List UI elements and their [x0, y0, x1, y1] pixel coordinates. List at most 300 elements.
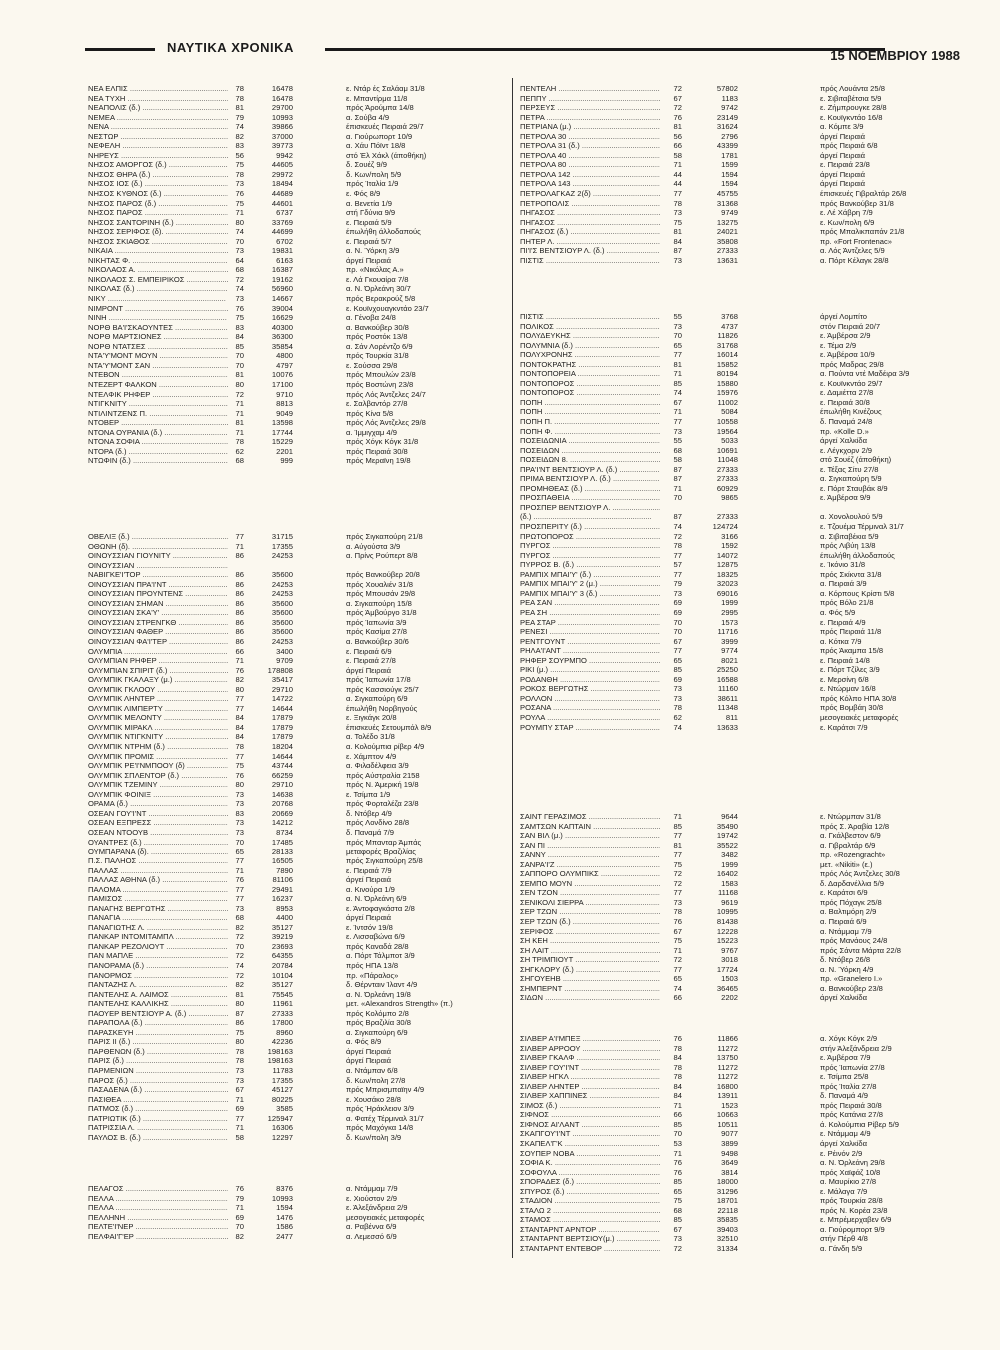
- ship-row: [520, 1206, 965, 1216]
- ship-name: ΝΙΚΟΛΑΟΣ Α. .....: [88, 265, 228, 275]
- tonnage: 13750: [716, 1053, 738, 1063]
- ship-name: ΠΑΟΥΕΡ ΒΕΝΤΣΙΟΥΡ Α. (δ.) .....: [88, 1009, 228, 1019]
- ship-position: στόν Πειραιά 20/7: [820, 321, 881, 331]
- ship-position: α. Ν. Ύόρκη 4/9: [820, 964, 874, 974]
- ship-name: ΣΕΝΙΚΟΛΙ ΣΙΕΡΡΑ .....: [520, 898, 660, 908]
- ship-row: [520, 703, 965, 713]
- ship-name: ΝΙΚΑΙΑ .....: [88, 246, 228, 256]
- ship-name: ΠΕΤΡΟΛΑ 31 (δ.) .....: [520, 141, 660, 151]
- ship-position: ε. Τσίμπα 25/8: [820, 1072, 869, 1082]
- ship-position: α. Κόρπους Κρίστι 5/8: [820, 588, 895, 598]
- ship-position: ε. Πειραιά 5/9: [346, 217, 392, 227]
- ship-name: ΠΕΤΡΟΛΑ 142 .....: [520, 170, 660, 180]
- ship-row: [520, 113, 965, 123]
- ship-row: [520, 1234, 965, 1244]
- ship-name: ΠΑΝΑΓΙΑ .....: [88, 913, 228, 923]
- ship-position: ε. Ντάμμαμ 4/9: [820, 1129, 871, 1139]
- tonnage: 6163: [276, 255, 293, 265]
- ship-name: ΝΕΑ ΤΥΧΗ .....: [88, 94, 228, 104]
- ship-row: [88, 370, 483, 380]
- ship-row: [88, 342, 483, 352]
- ship-position: στήν Άλεξάνδρεια 2/9: [820, 1043, 892, 1053]
- ship-row: [520, 646, 965, 656]
- ship-row: [88, 84, 483, 94]
- ship-row: [88, 189, 483, 199]
- tonnage: 16387: [271, 265, 293, 275]
- ship-row: [520, 341, 965, 351]
- build-year: 77: [235, 532, 244, 541]
- ship-name: ΠΟΝΤΟΠΟΡΟΣ .....: [520, 388, 660, 398]
- ship-name: ΝΕΝΑ .....: [88, 122, 228, 132]
- ship-position: α. Ν. Όρλεάνη 29/8: [820, 1158, 885, 1168]
- build-year: 86: [235, 617, 244, 627]
- page-header: [85, 40, 970, 64]
- ship-row: [88, 599, 483, 609]
- ship-list-section: [88, 84, 483, 466]
- tonnage: 198163: [267, 1046, 293, 1056]
- ship-position: α. Γένοβα 24/8: [346, 313, 396, 323]
- build-year: 62: [235, 446, 244, 456]
- ship-row: [88, 675, 483, 685]
- tonnage: 27333: [716, 246, 738, 256]
- ship-name: ΟΛΥΜΠΙΚ ΣΠΛΕΝΤΟΡ (δ.) .....: [88, 771, 228, 781]
- ship-row: [520, 122, 965, 132]
- build-year: 77: [235, 703, 244, 713]
- ship-row: [520, 723, 965, 733]
- tonnage: 81106: [272, 875, 293, 885]
- tonnage: 14667: [271, 294, 293, 304]
- ship-name: ΝΤΟΡΑ (δ.) .....: [88, 447, 228, 457]
- tonnage: 43744: [271, 761, 293, 771]
- tonnage: 17355: [271, 1075, 293, 1085]
- ship-position: πρός Κατάνια 27/8: [820, 1110, 883, 1120]
- build-year: 76: [673, 112, 682, 122]
- ship-name: ΣΠΥΡΟΣ (δ.) .....: [520, 1187, 660, 1197]
- ship-row: [520, 993, 965, 1003]
- ship-position: πρός Πειραιά 30/8: [346, 446, 408, 456]
- tonnage: 35854: [271, 341, 293, 351]
- ship-row: [88, 713, 483, 723]
- build-year: 73: [235, 246, 244, 256]
- build-year: 74: [235, 961, 244, 971]
- tonnage: 23149: [716, 112, 738, 122]
- ship-row: [520, 1158, 965, 1168]
- build-year: 67: [673, 397, 682, 407]
- tonnage: 11168: [718, 888, 738, 898]
- ship-position: πρ. «Rozengracht»: [820, 850, 886, 860]
- ship-row: [520, 656, 965, 666]
- build-year: 75: [235, 160, 244, 170]
- ship-position: δ. Ντόβερ 26/8: [820, 955, 871, 965]
- build-year: 72: [235, 970, 244, 980]
- tonnage: 10104: [271, 970, 293, 980]
- build-year: 77: [235, 856, 244, 865]
- tonnage: 10993: [271, 1193, 293, 1203]
- tonnage: 14644: [271, 751, 293, 761]
- ship-row: [520, 218, 965, 228]
- ship-position: ε. Καράτσι 6/9: [820, 888, 868, 898]
- ship-position: πρός Άκαμπα 15/8: [820, 646, 884, 656]
- build-year: 82: [235, 1231, 244, 1241]
- ship-row: [88, 151, 483, 161]
- build-year: 84: [235, 713, 244, 723]
- ship-name: ΟΛΥΜΠΙΚ ΓΚΑΛΑΞΥ (μ.) .....: [88, 675, 228, 685]
- build-year: 81: [235, 418, 244, 428]
- tonnage: 1594: [721, 169, 738, 179]
- ship-position: πρός Λός Άντζελες 29/8: [346, 418, 426, 428]
- ship-name: ΟΛΥΜΠΙΚ ΜΕΛΟΝΤΥ .....: [88, 713, 228, 723]
- ship-position: ε. Άλεξάνδρεια 2/9: [346, 1203, 408, 1213]
- ship-position: α. Σούβα 4/9: [346, 112, 390, 122]
- tonnage: 12297: [271, 1132, 293, 1142]
- build-year: 67: [673, 93, 682, 103]
- tonnage: 11826: [717, 331, 738, 341]
- ship-row: [520, 151, 965, 161]
- build-year: 83: [235, 141, 244, 151]
- ship-row: [88, 790, 483, 800]
- ship-row: [520, 360, 965, 370]
- tonnage: 9767: [721, 945, 738, 955]
- tonnage: 20768: [271, 799, 293, 809]
- ship-position: άργεί Πειραιά: [346, 1056, 392, 1066]
- ship-position: πρός Κόλπο ΗΠΑ 30/8: [820, 693, 897, 703]
- ship-position: πρός Λονδίνο 28/8: [346, 818, 410, 828]
- ship-name: ΟΛΥΜΠΙΚ ΛΙΜΠΕΡΤΥ .....: [88, 704, 228, 714]
- ship-position: πρός Σάντα Μάρτα 22/8: [820, 945, 901, 955]
- header-rule-left: [85, 48, 155, 51]
- ship-row: [520, 170, 965, 180]
- ship-position: ε. Άμβέρσα 10/9: [820, 350, 875, 360]
- ship-name: ΠΑΡΘΕΝΩΝ (δ.) .....: [88, 1047, 228, 1057]
- build-year: 73: [235, 294, 244, 304]
- ship-name: ΠΕΤΡΟΛΑ 80 .....: [520, 160, 660, 170]
- ship-position: μετ. «Alexandros Strength» (π.): [346, 999, 453, 1009]
- tonnage: 44689: [271, 189, 293, 199]
- ship-position: πρός Βοστώνη 23/8: [346, 379, 414, 389]
- ship-position: ε. Κουϊγκντάο 16/8: [820, 112, 883, 122]
- ship-name: ΠΑΣΑΔΕΝΑ (δ.) .....: [88, 1085, 228, 1095]
- ship-position: ε. Κων/πολη 6/9: [820, 217, 875, 227]
- ship-name: ΠΟΣΕΙΔΩΝΙΑ .....: [520, 436, 660, 446]
- ship-row: [520, 831, 965, 841]
- build-year: 72: [673, 84, 682, 93]
- ship-position: πρός Ίταλία 1/9: [346, 179, 399, 189]
- build-year: 76: [673, 1158, 682, 1168]
- ship-position: πρός Κίνα 5/8: [346, 408, 394, 418]
- ship-row: [88, 1095, 483, 1105]
- ship-name: ΟΙΝΟΥΣΣΙΑΝ ΣΗΜΑΝ .....: [88, 599, 228, 609]
- tonnage: 36300: [271, 332, 293, 342]
- tonnage: 16014: [716, 350, 738, 360]
- ship-position: μετ. «Nikiti» (ε.): [820, 859, 873, 869]
- build-year: 74: [673, 722, 682, 732]
- ship-position: έπισκευές Γιβραλτάρ 26/8: [820, 189, 907, 199]
- ship-row: [520, 208, 965, 218]
- ship-name: ΣΟΦΟΥΛΑ .....: [520, 1168, 660, 1178]
- ship-position: δ. Δαρδανέλλια 5/9: [820, 878, 884, 888]
- build-year: 81: [673, 840, 682, 850]
- tonnage: 56960: [271, 284, 293, 294]
- ship-name: ΠΕΤΡΟΛΑ 30 .....: [520, 132, 660, 142]
- build-year: 58: [673, 455, 682, 465]
- ship-row: [520, 512, 965, 522]
- ship-name: ΟΙΝΟΥΣΣΙΑΝ ΣΚΑ'Υ' .....: [88, 608, 228, 618]
- ship-name: ΣΙΛΒΕΡ ΑΡΡΟΟΥ .....: [520, 1044, 660, 1054]
- ship-name: ΟΣΕΑΝ ΝΤΟΟΥΒ .....: [88, 828, 228, 838]
- ship-position: ε. Καράτσι 7/9: [820, 722, 868, 732]
- ship-list-section: [520, 312, 965, 732]
- ship-row: [88, 618, 483, 628]
- build-year: 76: [235, 875, 244, 885]
- tonnage: 14638: [271, 789, 293, 799]
- ship-row: [88, 761, 483, 771]
- build-year: 72: [673, 955, 682, 965]
- ship-row: [88, 828, 483, 838]
- issue-date: 15 ΝΟΕΜΒΡΙΟΥ 1988: [830, 48, 960, 63]
- ship-row: [520, 446, 965, 456]
- build-year: 73: [235, 799, 244, 809]
- build-year: 68: [235, 913, 244, 923]
- ship-name: ΟΙΝΟΥΣΣΙΑΝ ΠΡΑ'Ι'ΝΤ .....: [88, 580, 228, 590]
- ship-row: [520, 369, 965, 379]
- ship-name: ΠΕΤΡΟΛΑ 143 .....: [520, 179, 660, 189]
- ship-name: ΠΕΡΣΕΥΣ .....: [520, 103, 660, 113]
- ship-position: α. Πούντα ντέ Μαδέιρα 3/9: [820, 369, 910, 379]
- ship-name: ΣΙΛΒΕΡ Α'Ι'ΜΠΕΞ .....: [520, 1034, 660, 1044]
- tonnage: 24253: [271, 579, 293, 589]
- ship-name: ΟΛΥΜΠΙΚ ΜΙΡΑΚΛ .....: [88, 723, 228, 733]
- ship-position: πρός Ν. Κορέα 23/8: [820, 1205, 888, 1215]
- build-year: 82: [235, 675, 244, 685]
- tonnage: 11348: [717, 703, 738, 713]
- tonnage: 8734: [276, 827, 293, 837]
- build-year: 76: [235, 770, 244, 780]
- ship-position: πρός Ν. Άμερική 19/8: [346, 780, 419, 790]
- ship-name: ΣΙΛΒΕΡ ΛΗΝΤΕΡ .....: [520, 1082, 660, 1092]
- build-year: 69: [235, 1104, 244, 1114]
- ship-row: [88, 875, 483, 885]
- ship-row: [520, 1244, 965, 1254]
- build-year: 78: [235, 1046, 244, 1056]
- ship-position: α. Φός 5/9: [820, 607, 856, 617]
- ship-row: [520, 256, 965, 266]
- tonnage: 9619: [721, 897, 738, 907]
- ship-position: δ. Ντόβερ 4/9: [346, 808, 392, 818]
- ship-name: ΠΟΛΥΜΝΙΑ (δ.) .....: [520, 341, 660, 351]
- tonnage: 15852: [716, 359, 738, 369]
- tonnage: 5033: [721, 436, 738, 446]
- ship-position: α. Κινούρα 1/9: [346, 884, 395, 894]
- ship-position: ε. Ξιγκάγκ 20/8: [346, 713, 397, 723]
- build-year: 85: [673, 378, 682, 388]
- ship-position: άργεί Χαλκίδα: [820, 1139, 868, 1149]
- ship-position: πρός Βερακρούζ 5/8: [346, 294, 416, 304]
- tonnage: 38611: [717, 693, 738, 703]
- tonnage: 12228: [716, 926, 738, 936]
- ship-row: [88, 990, 483, 1000]
- ship-name: ΠΕΤΡΟΛΑΓΚΑΖ 2(δ) .....: [520, 189, 660, 199]
- ship-row: [520, 869, 965, 879]
- build-year: 81: [235, 103, 244, 113]
- ship-row: [88, 608, 483, 618]
- tonnage: 31624: [716, 122, 738, 132]
- ship-row: [88, 313, 483, 323]
- ship-name: ΠΑΛΛΑΣ ΑΘΗΝΑ (δ.) .....: [88, 875, 228, 885]
- ship-position: άργεί Πειραιά: [346, 255, 392, 265]
- ship-row: [88, 780, 483, 790]
- ship-position: άργεί Πειραιά: [346, 665, 392, 675]
- ship-name: ΝΤΩΦΙΝ (δ.) .....: [88, 456, 228, 466]
- tonnage: 9049: [276, 408, 293, 418]
- ship-name: ΠΙΣΤΙΣ .....: [520, 256, 660, 266]
- ship-row: [88, 932, 483, 942]
- ship-row: [520, 637, 965, 647]
- ship-row: [88, 742, 483, 752]
- ship-name: ΠΑΛΛΑΣ .....: [88, 866, 228, 876]
- ship-row: [88, 294, 483, 304]
- ship-position: α. Ν. Όρλεάνη 30/7: [346, 284, 411, 294]
- build-year: 67: [673, 636, 682, 646]
- ship-position: πρ. «Fort Frontenac»: [820, 236, 893, 246]
- tonnage: 16588: [716, 674, 738, 684]
- ship-row: [520, 551, 965, 561]
- build-year: 70: [673, 331, 682, 341]
- build-year: 72: [673, 531, 682, 541]
- build-year: 68: [673, 445, 682, 455]
- build-year: 84: [673, 1081, 682, 1091]
- tonnage: 1573: [721, 617, 738, 627]
- ship-name: ΝΤΑ'Υ'ΜΟΝΤ ΣΑΝ .....: [88, 361, 228, 371]
- build-year: 84: [235, 732, 244, 742]
- ship-name: ΣΙΛΒΕΡ ΧΑΠΠΙΝΕΣ .....: [520, 1091, 660, 1101]
- tonnage: 1999: [721, 598, 738, 608]
- ship-position: πρ. «Granelero I.»: [820, 974, 883, 984]
- build-year: 76: [235, 1184, 244, 1193]
- ship-name: ΠΕΛΛΗΝΗ .....: [88, 1213, 228, 1223]
- ship-row: [520, 1044, 965, 1054]
- ship-name: ΠΑΝΟΡΜΟΣ .....: [88, 971, 228, 981]
- tonnage: 9644: [721, 812, 738, 821]
- ship-name: ΠΕΤΡΟΠΟΛΙΣ .....: [520, 199, 660, 209]
- ship-position: α. Βανκούβερ 30/6: [346, 637, 409, 647]
- ship-position: α. Βαλτιμόρη 2/9: [820, 907, 877, 917]
- ship-name: ΠΙΣΤΙΣ .....: [520, 312, 660, 322]
- ship-row: [520, 417, 965, 427]
- ship-position: α. Σιγκαπούρη 6/9: [346, 694, 408, 704]
- tonnage: 3018: [721, 955, 738, 965]
- ship-row: [88, 103, 483, 113]
- ship-position: ε. Άμβέρσα 9/9: [820, 493, 871, 503]
- ship-position: πρός Ήράκλειον 3/9: [346, 1104, 414, 1114]
- build-year: 72: [673, 103, 682, 113]
- ship-row: [520, 1120, 965, 1130]
- tonnage: 14644: [271, 703, 293, 713]
- ship-name: ΠΑΡΜΕΝΙΩΝ .....: [88, 1066, 228, 1076]
- ship-row: [88, 332, 483, 342]
- ship-name: ΟΙΝΟΥΣΣΙΑΝ ΣΤΡΕΝΓΚΘ .....: [88, 618, 228, 628]
- tonnage: 23693: [271, 941, 293, 951]
- build-year: 84: [673, 236, 682, 246]
- ship-row: [88, 570, 483, 580]
- tonnage: 17100: [271, 379, 293, 389]
- ship-name: ΣΕΝ ΤΖΟΝ .....: [520, 888, 660, 898]
- ship-name: ΠΡΑ'Ι'ΝΤ ΒΕΝΤΣΙΟΥΡ Λ. (δ.) .....: [520, 465, 660, 475]
- ship-row: [88, 1194, 483, 1204]
- tonnage: 27333: [716, 512, 738, 522]
- build-year: 58: [235, 1132, 244, 1142]
- ship-row: [88, 723, 483, 733]
- tonnage: 18000: [716, 1177, 738, 1187]
- ship-name: ΡΟΥΜΠΥ ΣΤΑΡ .....: [520, 723, 660, 733]
- build-year: 78: [235, 93, 244, 103]
- tonnage: 44699: [271, 227, 293, 237]
- ship-position: ε. Λέ Χάβρη 7/9: [820, 208, 873, 218]
- ship-row: [520, 850, 965, 860]
- tonnage: 125947: [267, 1113, 293, 1123]
- build-year: 87: [673, 512, 682, 522]
- ship-position: ε. Ντώρμαν 16/8: [820, 684, 876, 694]
- ship-position: άργεί Πειραιά: [820, 131, 866, 141]
- ship-row: [88, 1114, 483, 1124]
- ship-row: [88, 1018, 483, 1028]
- ship-name: ΝΗΣΟΣ ΣΑΝΤΟΡΙΝΗ (δ.) .....: [88, 218, 228, 228]
- tonnage: 31296: [716, 1186, 738, 1196]
- ship-row: [520, 427, 965, 437]
- ship-name: ΣΑΝΡΑ'Ι'Ζ .....: [520, 860, 660, 870]
- tonnage: 16237: [271, 894, 293, 904]
- ship-name: ΠΑΝΤΕΛΗΣ Α. ΛΑΙΜΟΣ .....: [88, 990, 228, 1000]
- tonnage: 10691: [716, 445, 738, 455]
- ship-position: δ. Παναμά 7/9: [346, 827, 394, 837]
- tonnage: 29700: [271, 103, 293, 113]
- ship-name: ΠΡΟΣΠΕΡ ΒΕΝΤΣΙΟΥΡ Λ. .....: [520, 503, 660, 513]
- build-year: 77: [235, 751, 244, 761]
- ship-position: πρός Καναδά 28/8: [346, 941, 409, 951]
- ship-position: μεσογειακές μεταφορές: [820, 712, 899, 722]
- ship-row: [520, 141, 965, 151]
- ship-name: ΠΑΡΑΣΚΕΥΗ .....: [88, 1028, 228, 1038]
- ship-position: α. Τολέδο 31/8: [346, 732, 395, 742]
- ship-row: [88, 94, 483, 104]
- ship-position: α. Πρίνς Ρούπερτ 8/8: [346, 551, 418, 561]
- ship-name: ΠΟΛΙΚΟΣ .....: [520, 322, 660, 332]
- ship-position: δ. Κων/πολη 3/9: [346, 1132, 402, 1142]
- build-year: 77: [235, 694, 244, 704]
- ship-name: ΡΕΝΕΣΙ .....: [520, 627, 660, 637]
- ship-position: ε. Πειραιά 5/7: [346, 236, 392, 246]
- tonnage: 18701: [716, 1196, 738, 1206]
- tonnage: 17879: [271, 732, 293, 742]
- ship-row: [88, 866, 483, 876]
- build-year: 74: [673, 983, 682, 993]
- ship-position: α. Φιλαδέλφεια 3/9: [346, 761, 409, 771]
- build-year: 67: [235, 1085, 244, 1095]
- ship-row: [520, 694, 965, 704]
- ship-name: ΡΕΑ ΣΑΝ .....: [520, 598, 660, 608]
- tonnage: 29710: [271, 684, 293, 694]
- ship-row: [520, 598, 965, 608]
- ship-name: ΟΛΥΜΠΙΚ ΤΖΕΜΙΝΥ .....: [88, 780, 228, 790]
- tonnage: 2201: [276, 446, 293, 456]
- tonnage: 3400: [276, 646, 293, 656]
- ship-row: [88, 132, 483, 142]
- build-year: 70: [235, 837, 244, 847]
- tonnage: 1594: [276, 1203, 293, 1213]
- tonnage: 1781: [721, 150, 738, 160]
- tonnage: 9498: [721, 1148, 738, 1158]
- build-year: 72: [235, 932, 244, 942]
- ship-name: ΟΥΑΝΤΡΕΣ (δ.) .....: [88, 838, 228, 848]
